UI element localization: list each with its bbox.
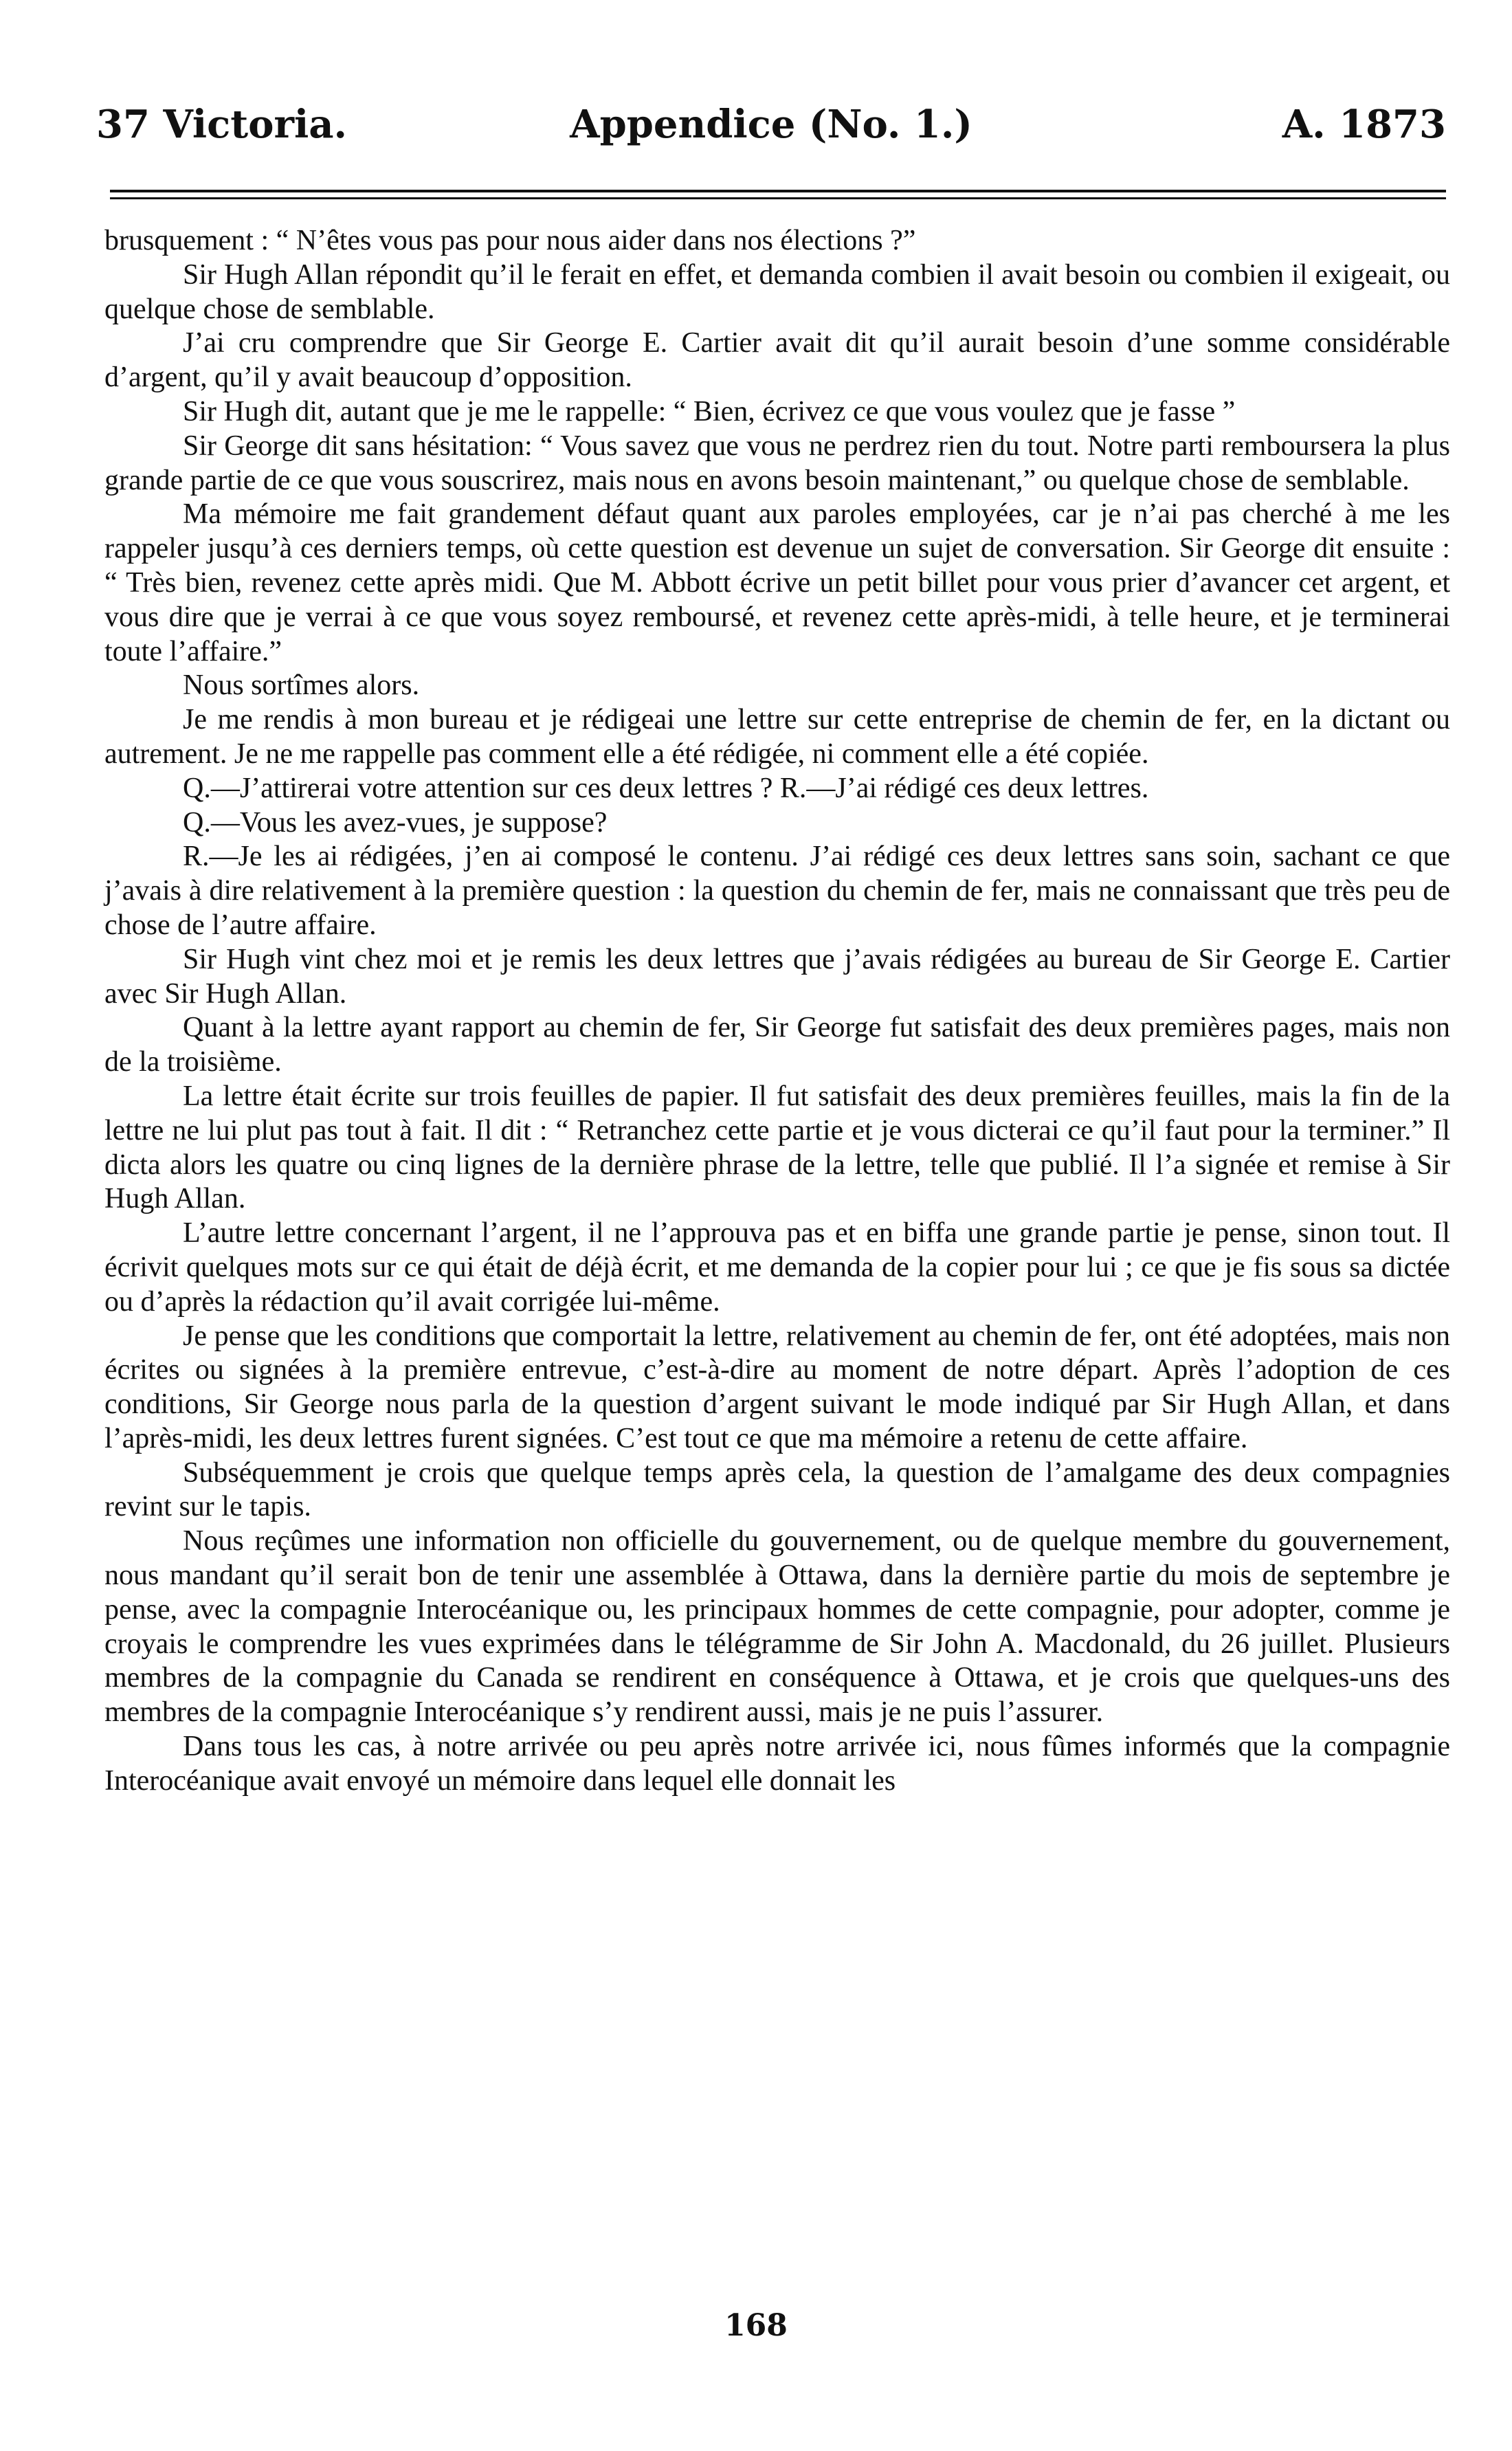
- header-volume: 37 Victoria.: [96, 102, 348, 147]
- header-rule-thick: [110, 190, 1446, 192]
- paragraph: Nous sortîmes alors.: [183, 669, 420, 702]
- paragraph: Subséquemment je crois que quelque temps après cela, la question de l’amalgame des deux compagnies revint sur le tapis.: [104, 1456, 1450, 1523]
- header-year: A. 1873: [1282, 102, 1446, 147]
- paragraph: Nous reçûmes une information non officielle du gouvernement, ou de quelque membre du gouvernement, nous mandant qu’il serait bon de tenir une assemblée à Ottawa, dans la dernière partie du mois de septembre je pense, avec la compagnie Interocéanique ou, les principaux hommes de cette compagnie, pour adopter, comme je croyais le comprendre les vues exprimées dans le télégramme de Sir John A. Macdonald, du 26 juillet. Plusieurs membres de la compagnie du Canada se rendirent en conséquence à Ottawa, et je crois que quelques-uns des membres de la compagnie Interocéanique s’y rendirent aussi, mais je ne puis l’assurer.: [104, 1525, 1450, 1729]
- page-number: 168: [724, 2308, 788, 2343]
- paragraph: Sir George dit sans hésitation: “ Vous savez que vous ne perdrez rien du tout. Notre parti remboursera la plus grande partie de ce que vous souscrirez, mais nous en avons besoin maintenant,” ou quelque chose de semblable.: [104, 430, 1450, 496]
- paragraph: Je pense que les conditions que comportait la lettre, relativement au chemin de fer, ont été adoptées, mais non écrites ou signées à la première entrevue, c’est-à-dire au moment de notre départ. Après l’adoption de ces conditions, Sir George nous parla de la question d’argent suivant le mode indiqué par Sir Hugh Allan, et dans l’après-midi, les deux lettres furent signées. C’est tout ce que ma mémoire a retenu de cette affaire.: [104, 1320, 1450, 1454]
- question-paragraph: Q.—J’attirerai votre attention sur ces deux lettres ? R.—J’ai rédigé ces deux lettres.: [183, 772, 1149, 804]
- paragraph: brusquement : “ N’êtes vous pas pour nous aider dans nos élections ?”: [104, 225, 916, 256]
- paragraph: La lettre était écrite sur trois feuilles de papier. Il fut satisfait des deux premières feuilles, mais la fin de la lettre ne lui plut pas tout à fait. Il dit : “ Retranchez cette partie et je vous dicterai ce qu’il faut pour la terminer.” Il dicta alors les quatre ou cinq lignes de la dernière phrase de la lettre, telle que publié. Il l’a signée et remise à Sir Hugh Allan.: [104, 1080, 1450, 1215]
- paragraph: Sir Hugh dit, autant que je me le rappelle: “ Bien, écrivez ce que vous voulez que je fasse ”: [183, 395, 1236, 428]
- header-appendix: Appendice (No. 1.): [570, 102, 972, 147]
- page-body: [104, 224, 1450, 1799]
- paragraph: Je me rendis à mon bureau et je rédigeai une lettre sur cette entreprise de chemin de fer, en la dictant ou autrement. Je ne me rappelle pas comment elle a été rédigée, ni comment elle a été copiée.: [104, 704, 1450, 770]
- paragraph: Sir Hugh vint chez moi et je remis les deux lettres que j’avais rédigées au bureau de Sir George E. Cartier avec Sir Hugh Allan.: [104, 943, 1450, 1010]
- answer-paragraph: R.—Je les ai rédigées, j’en ai composé le contenu. J’ai rédigé ces deux lettres sans soin, sachant ce que j’avais à dire relativement à la première question : la question du chemin de fer, mais ne connaissant que très peu de chose de l’autre affaire.: [104, 841, 1450, 941]
- paragraph: Sir Hugh Allan répondit qu’il le ferait en effet, et demanda combien il avait besoin ou combien il exigeait, ou quelque chose de semblable.: [104, 258, 1450, 325]
- paragraph: Dans tous les cas, à notre arrivée ou peu après notre arrivée ici, nous fûmes informés que la compagnie Interocéanique avait envoyé un mémoire dans lequel elle donnait les: [104, 1731, 1450, 1797]
- paragraph: L’autre lettre concernant l’argent, il ne l’approuva pas et en biffa une grande partie je pense, sinon tout. Il écrivit quelques mots sur ce qui était de déjà écrit, et me demanda de la copier pour lui ; ce que je fis sous sa dictée ou d’après la rédaction qu’il avait corrigée lui-même.: [104, 1217, 1450, 1318]
- paragraph: Quant à la lettre ayant rapport au chemin de fer, Sir George fut satisfait des deux premières pages, mais non de la troisième.: [104, 1012, 1450, 1078]
- running-head: [96, 102, 1446, 157]
- header-rule-thin: [110, 197, 1446, 199]
- question-paragraph: Q.—Vous les avez-vues, je suppose?: [183, 806, 608, 839]
- paragraph: J’ai cru comprendre que Sir George E. Cartier avait dit qu’il aurait besoin d’une somme considérable d’argent, qu’il y avait beaucoup d’opposition.: [104, 327, 1450, 394]
- paragraph: Ma mémoire me fait grandement défaut quant aux paroles employées, car je n’ai pas cherché à me les rappeler jusqu’à ces derniers temps, où cette question est devenue un sujet de conversation. Sir George dit ensuite : “ Très bien, revenez cette après midi. Que M. Abbott écrive un petit billet pour vous prier d’avancer cet argent, et vous dire que je verrai à ce que vous soyez remboursé, et revenez cette après-midi, à telle heure, et je terminerai toute l’affaire.”: [104, 498, 1450, 667]
